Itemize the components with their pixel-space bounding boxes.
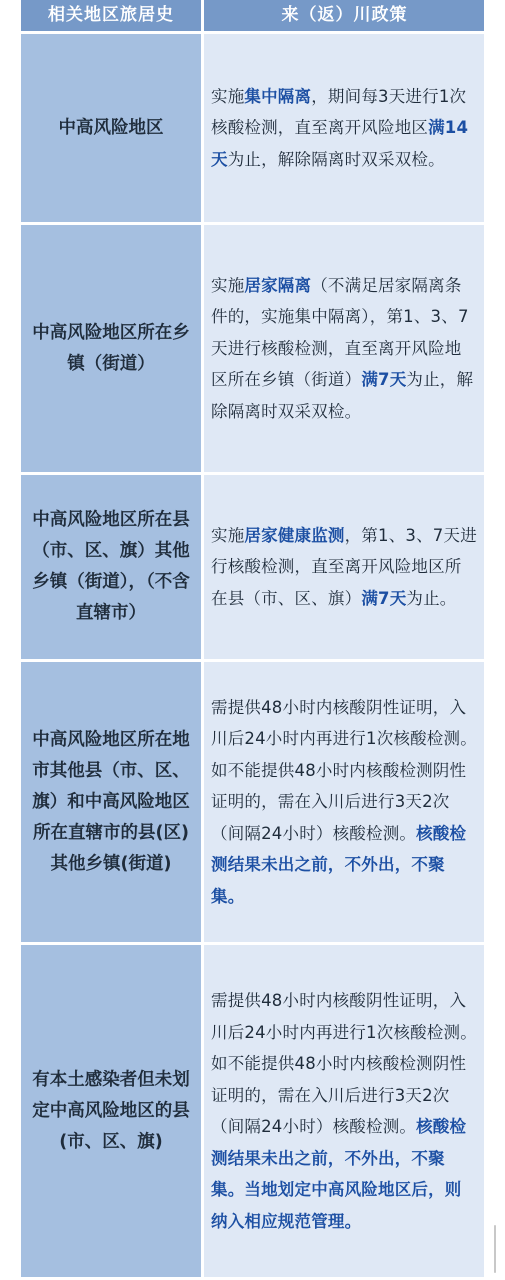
policy-segment: 需提供48小时内核酸阴性证明，入川后24小时内再进行1次核酸检测。如不能提供48小时内核酸检测阴性证明的，需在入川后进行3天2次（间隔24小时）核酸检测。: [211, 991, 477, 1136]
policy-highlight: 居家隔离: [244, 275, 312, 295]
table-row: [21, 945, 484, 1277]
policy-text: [211, 692, 478, 913]
policy-cell: [204, 662, 484, 942]
header-policy: 来（返）川政策: [204, 0, 484, 31]
policy-segment: 实施: [211, 525, 245, 545]
policy-segment: 为止。: [406, 588, 457, 608]
policy-cell: [204, 475, 484, 659]
table-row: [21, 34, 484, 222]
policy-segment: （不满足居家隔离条件的，实施集中隔离），第1、3、7天进行核酸检测，直至离开风险地区所在乡镇（街道）: [211, 275, 469, 390]
table-row: [21, 225, 484, 472]
policy-table: [21, 0, 484, 1280]
policy-highlight: 满14天: [211, 118, 469, 169]
policy-segment: 需提供48小时内核酸阴性证明，入川后24小时内再进行1次核酸检测。如不能提供48小时内核酸检测阴性证明的，需在入川后进行3天2次（间隔24小时）核酸检测。: [211, 697, 477, 843]
policy-text: [211, 520, 478, 615]
policy-segment: 实施: [211, 86, 245, 106]
policy-highlight: 满7天: [361, 370, 407, 390]
policy-segment: ，期间每3天进行1次核酸检测，直至离开风险地区: [211, 86, 467, 138]
policy-cell: [204, 225, 484, 472]
header-region: 相关地区旅居史: [21, 0, 201, 31]
policy-highlight: 居家健康监测: [244, 525, 345, 545]
scrollbar[interactable]: [494, 1225, 496, 1273]
policy-text: [211, 270, 478, 428]
region-cell: 中高风险地区所在地市其他县（市、区、旗）和中高风险地区所在直辖市的县(区)其他乡镇(街道): [21, 662, 201, 942]
policy-segment: 为止，解除隔离时双采双检。: [211, 370, 474, 421]
policy-cell: [204, 34, 484, 222]
policy-highlight: 核酸检测结果未出之前，不外出，不聚集。: [211, 823, 467, 906]
region-cell: 有本土感染者但未划定中高风险地区的县(市、区、旗): [21, 945, 201, 1277]
table-row: [21, 475, 484, 659]
policy-text: [211, 81, 478, 176]
policy-highlight: 满7天: [361, 588, 407, 608]
region-cell: 中高风险地区: [21, 34, 201, 222]
policy-highlight: 核酸检测结果未出之前，不外出，不聚集。当地划定中高风险地区后，则纳入相应规范管理。: [211, 1117, 467, 1231]
policy-segment: ，第1、3、7天进行核酸检测，直至离开风险地区所在县（市、区、旗）: [211, 525, 477, 608]
policy-segment: 实施: [211, 275, 245, 295]
region-cell: 中高风险地区所在乡镇（街道）: [21, 225, 201, 472]
policy-text: [211, 985, 478, 1237]
policy-segment: 为止，解除隔离时双采双检。: [227, 149, 445, 169]
policy-highlight: 集中隔离: [244, 86, 312, 106]
table-header-row: [21, 0, 484, 31]
table-row: [21, 662, 484, 942]
region-cell: 中高风险地区所在县（市、区、旗）其他乡镇（街道），（不含直辖市）: [21, 475, 201, 659]
policy-cell: [204, 945, 484, 1277]
